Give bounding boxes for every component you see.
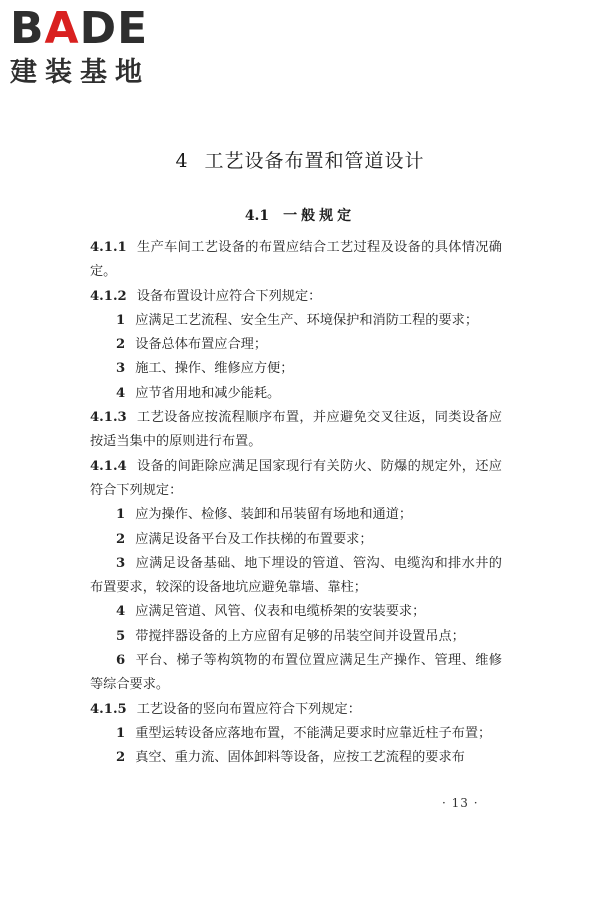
list-item-text: 应为操作、检修、装卸和吊装留有场地和通道； (135, 507, 413, 523)
list-item-number: 1 (116, 725, 126, 741)
clause-number: 4.1.2 (90, 288, 127, 304)
list-item-text: 带搅拌器设备的上方应留有足够的吊装空间并设置吊点； (135, 628, 465, 644)
list-item (90, 528, 502, 552)
list-item (90, 649, 502, 698)
chapter-title-text: 工艺设备布置和管道设计 (204, 150, 425, 172)
logo-letter-b: B (10, 3, 45, 54)
chapter-number: 4 (175, 150, 189, 172)
section-title-text: 一般规定 (283, 208, 356, 224)
list-item (90, 552, 502, 601)
clause-number: 4.1.1 (90, 240, 127, 255)
page-number: · 13 · (442, 796, 479, 810)
list-item-number: 4 (116, 385, 126, 401)
clause-paragraph (90, 285, 502, 309)
list-item (90, 722, 502, 746)
clause-text: 生产车间工艺设备的布置应结合工艺过程及设备的具体情况确定。 (90, 240, 502, 280)
list-item (90, 382, 502, 406)
clause-number: 4.1.4 (90, 458, 127, 474)
clause-paragraph (90, 236, 502, 285)
logo-letters-de: DE (79, 3, 149, 54)
clause-number: 4.1.3 (90, 410, 127, 426)
list-item-number: 1 (116, 507, 126, 523)
section-title (0, 205, 600, 225)
list-item-text: 应满足设备平台及工作扶梯的布置要求； (135, 531, 373, 547)
clause-paragraph (90, 698, 502, 722)
bade-logo (10, 3, 180, 88)
list-item-text: 真空、重力流、固体卸料等设备，应按工艺流程的要求布 (135, 750, 465, 766)
list-item-text: 重型运转设备应落地布置，不能满足要求时应靠近柱子布置； (135, 725, 492, 741)
list-item (90, 309, 502, 333)
list-item-number: 2 (116, 337, 126, 353)
list-item-text: 设备总体布置应合理； (135, 337, 268, 353)
clause-paragraph (90, 406, 502, 455)
list-item-text: 应满足管道、风管、仪表和电缆桥架的安装要求； (135, 604, 426, 620)
list-item-number: 3 (116, 555, 126, 571)
list-item-text: 平台、梯子等构筑物的布置位置应满足生产操作、管理、维修等综合要求。 (90, 653, 502, 693)
clause-text: 设备布置设计应符合下列规定： (136, 288, 322, 304)
list-item (90, 503, 502, 527)
list-item-text: 应节省用地和减少能耗。 (135, 385, 281, 401)
list-item-text: 应满足工艺流程、安全生产、环境保护和消防工程的要求； (135, 312, 479, 328)
logo-subtitle: 建装基地 (10, 57, 150, 88)
clause-number: 4.1.5 (90, 701, 127, 717)
document-body (90, 236, 502, 771)
list-item-number: 2 (116, 531, 126, 547)
list-item (90, 746, 502, 770)
logo-letter-a-accent: A (44, 3, 80, 54)
list-item-number: 4 (116, 604, 126, 620)
list-item-number: 6 (116, 653, 126, 669)
list-item (90, 333, 502, 357)
list-item-number: 2 (116, 750, 126, 766)
list-item-number: 5 (116, 628, 126, 644)
chapter-title (0, 146, 600, 173)
clause-paragraph (90, 455, 502, 504)
clause-text: 工艺设备应按流程顺序布置，并应避免交叉往返，同类设备应按适当集中的原则进行布置。 (90, 410, 502, 450)
list-item (90, 600, 502, 624)
list-item-number: 3 (116, 361, 126, 377)
list-item-number: 1 (116, 312, 126, 328)
clause-text: 工艺设备的竖向布置应符合下列规定： (136, 701, 361, 717)
clause-text: 设备的间距除应满足国家现行有关防火、防爆的规定外，还应符合下列规定： (90, 458, 502, 498)
list-item (90, 625, 502, 649)
list-item-text: 施工、操作、维修应方便； (135, 361, 294, 377)
list-item-text: 应满足设备基础、地下埋设的管道、管沟、电缆沟和排水井的布置要求，较深的设备地坑应避免靠墙、靠柱； (90, 555, 502, 596)
logo-wordmark (10, 3, 180, 54)
section-number: 4.1 (244, 208, 270, 224)
list-item (90, 357, 502, 381)
